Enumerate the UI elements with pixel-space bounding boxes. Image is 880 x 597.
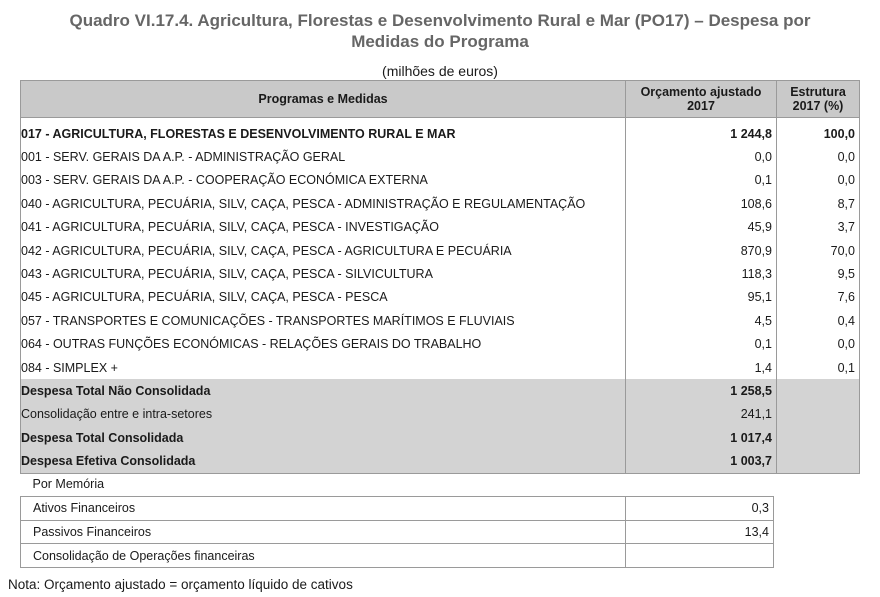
row-orcamento: 0,0 [626, 145, 777, 168]
row-orcamento: 1,4 [626, 356, 777, 379]
total-row [21, 426, 860, 449]
header-estrutura [777, 81, 860, 118]
total-estrutura [777, 403, 860, 426]
row-estrutura: 9,5 [777, 262, 860, 285]
unit-label: (milhões de euros) [382, 63, 498, 79]
footnote: Nota: Orçamento ajustado = orçamento líquido de cativos [8, 577, 353, 592]
row-orcamento: 95,1 [626, 286, 777, 309]
row-label: 043 - AGRICULTURA, PECUÁRIA, SILV, CAÇA, PESCA - SILVICULTURA [21, 267, 433, 282]
table-row [21, 333, 860, 356]
table-row [21, 262, 860, 285]
total-label: Despesa Total Consolidada [21, 426, 626, 449]
memo-header: Por Memória [32, 477, 105, 492]
table-row [21, 239, 860, 262]
row-label: 041 - AGRICULTURA, PECUÁRIA, SILV, CAÇA, PESCA - INVESTIGAÇÃO [21, 220, 439, 235]
row-label: 045 - AGRICULTURA, PECUÁRIA, SILV, CAÇA, PESCA - PESCA [21, 290, 388, 305]
total-orcamento: 241,1 [626, 403, 777, 426]
table-title [0, 10, 880, 52]
row-estrutura: 0,4 [777, 309, 860, 332]
row-estrutura: 70,0 [777, 239, 860, 262]
row-orcamento: 108,6 [626, 192, 777, 215]
row-estrutura: 0,0 [777, 169, 860, 192]
table-row [21, 118, 860, 146]
row-estrutura: 100,0 [777, 118, 860, 146]
row-orcamento: 118,3 [626, 262, 777, 285]
table-header-row [21, 81, 860, 118]
total-row [21, 379, 860, 402]
row-label: 057 - TRANSPORTES E COMUNICAÇÕES - TRANSPORTES MARÍTIMOS E FLUVIAIS [21, 313, 515, 328]
row-orcamento: 0,1 [626, 333, 777, 356]
header-orcamento-line-1: Orçamento ajustado [640, 85, 762, 99]
row-orcamento: 45,9 [626, 216, 777, 239]
memo-label: Consolidação de Operações financeiras [21, 544, 626, 568]
row-label: 001 - SERV. GERAIS DA A.P. - ADMINISTRAÇÃO GERAL [21, 150, 346, 165]
header-estrutura-line-1: Estrutura [790, 85, 846, 99]
table-row [21, 145, 860, 168]
memo-value: 0,3 [626, 496, 774, 520]
row-estrutura: 8,7 [777, 192, 860, 215]
table-row [21, 286, 860, 309]
memo-table [20, 473, 774, 568]
total-orcamento: 1 258,5 [626, 379, 777, 402]
memo-row [21, 496, 774, 520]
row-label: 003 - SERV. GERAIS DA A.P. - COOPERAÇÃO ECONÓMICA EXTERNA [21, 173, 428, 188]
total-label: Despesa Total Não Consolidada [21, 379, 626, 402]
total-orcamento: 1 003,7 [626, 449, 777, 473]
row-orcamento: 4,5 [626, 309, 777, 332]
header-orcamento [626, 81, 777, 118]
header-estrutura-line-2: 2017 (%) [792, 99, 844, 113]
row-estrutura: 7,6 [777, 286, 860, 309]
expense-table [20, 80, 860, 474]
row-orcamento: 1 244,8 [626, 118, 777, 146]
row-label: 042 - AGRICULTURA, PECUÁRIA, SILV, CAÇA, PESCA - AGRICULTURA E PECUÁRIA [21, 243, 512, 258]
row-estrutura: 0,0 [777, 145, 860, 168]
total-row [21, 449, 860, 473]
memo-value [626, 544, 774, 568]
table-row [21, 216, 860, 239]
total-label: Despesa Efetiva Consolidada [21, 449, 626, 473]
table-row [21, 356, 860, 379]
row-estrutura: 0,1 [777, 356, 860, 379]
total-label: Consolidação entre e intra-setores [21, 403, 626, 426]
memo-row [21, 520, 774, 544]
row-label: 064 - OUTRAS FUNÇÕES ECONÓMICAS - RELAÇÕES GERAIS DO TRABALHO [21, 337, 482, 352]
row-estrutura: 3,7 [777, 216, 860, 239]
row-label: 084 - SIMPLEX + [21, 360, 118, 375]
memo-header-empty [626, 473, 774, 496]
total-estrutura [777, 379, 860, 402]
memo-header-row [21, 473, 774, 496]
total-estrutura [777, 449, 860, 473]
row-orcamento: 870,9 [626, 239, 777, 262]
row-label: 040 - AGRICULTURA, PECUÁRIA, SILV, CAÇA, PESCA - ADMINISTRAÇÃO E REGULAMENTAÇÃO [21, 196, 586, 211]
memo-row [21, 544, 774, 568]
title-line-1: Quadro VI.17.4. Agricultura, Florestas e Desenvolvimento Rural e Mar (PO17) – Despesa por [69, 11, 811, 30]
header-programas: Programas e Medidas [21, 81, 626, 118]
table-row [21, 309, 860, 332]
total-orcamento: 1 017,4 [626, 426, 777, 449]
title-line-2: Medidas do Programa [351, 32, 529, 51]
row-estrutura: 0,0 [777, 333, 860, 356]
memo-value: 13,4 [626, 520, 774, 544]
row-orcamento: 0,1 [626, 169, 777, 192]
memo-label: Passivos Financeiros [21, 520, 626, 544]
header-orcamento-line-2: 2017 [687, 99, 715, 113]
table-row [21, 169, 860, 192]
total-row [21, 403, 860, 426]
table-row [21, 192, 860, 215]
total-estrutura [777, 426, 860, 449]
memo-label: Ativos Financeiros [21, 496, 626, 520]
row-label: 017 - AGRICULTURA, FLORESTAS E DESENVOLVIMENTO RURAL E MAR [21, 126, 456, 141]
